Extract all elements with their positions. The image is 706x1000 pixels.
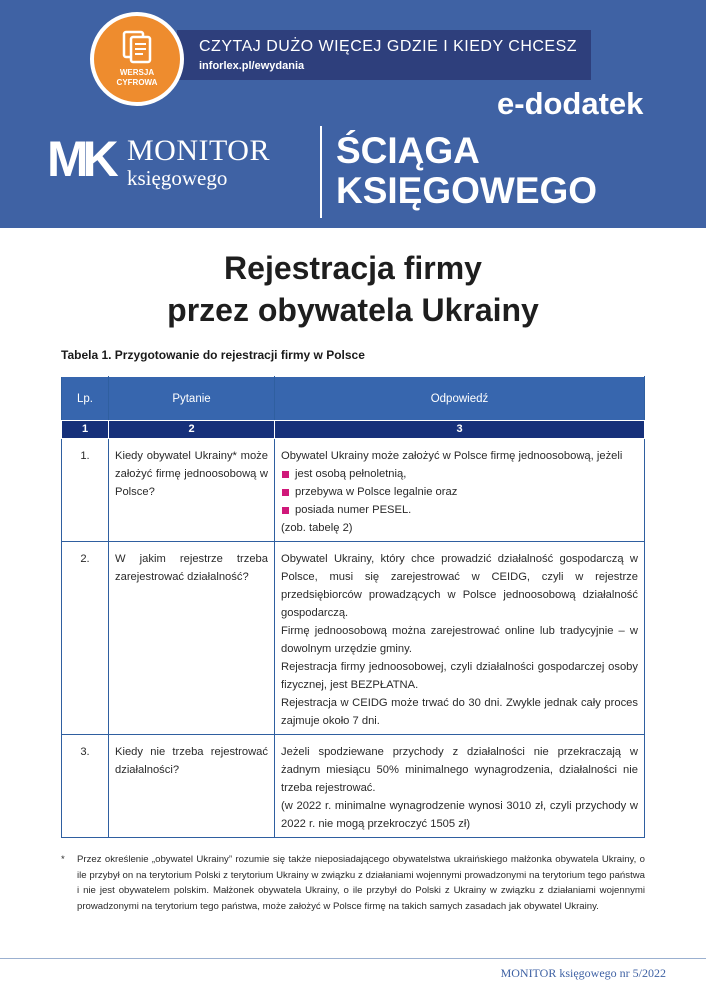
row-question: Kiedy obywatel Ukrainy* może założyć firmę jednoosobową w Polsce? bbox=[109, 439, 275, 542]
column-number-row bbox=[62, 421, 645, 439]
header-question: Pytanie bbox=[109, 377, 275, 421]
badge-label-line1: WERSJA bbox=[119, 68, 155, 77]
document-icon bbox=[122, 30, 152, 64]
publication-title-line2: KSIĘGOWEGO bbox=[336, 170, 598, 211]
monitor-ksiegowego-logo bbox=[47, 131, 297, 195]
logo-monitor-text: MONITOR bbox=[127, 134, 270, 167]
answer-paragraph: Obywatel Ukrainy, który chce prowadzić działalność gospodarczą w Polsce, musi się zarejestrować w CEIDG, czyli w rejestrze przedsiębiorców prowadzących w Polsce jednoosobową działalność gospodarczą. bbox=[281, 553, 638, 619]
column-number: 1 bbox=[62, 421, 109, 439]
promo-url-link[interactable]: inforlex.pl/ewydania bbox=[199, 60, 305, 72]
table-caption: Tabela 1. Przygotowanie do rejestracji firmy w Polsce bbox=[61, 348, 365, 362]
badge-label-line2: CYFROWA bbox=[116, 78, 158, 87]
header-banner bbox=[0, 0, 706, 228]
answer-note: (zob. tabelę 2) bbox=[281, 522, 353, 534]
row-number: 3. bbox=[62, 735, 109, 838]
banner-divider bbox=[320, 126, 322, 218]
promo-title: CZYTAJ DUŻO WIĘCEJ GDZIE I KIEDY CHCESZ bbox=[199, 38, 578, 55]
footer-issue-label: MONITOR księgowego nr 5/2022 bbox=[500, 966, 666, 980]
digital-version-badge bbox=[90, 12, 184, 106]
column-number: 2 bbox=[109, 421, 275, 439]
promo-bar[interactable] bbox=[177, 30, 591, 80]
badge-label bbox=[94, 68, 180, 88]
footer-divider bbox=[0, 958, 706, 959]
answer-paragraph: Rejestracja w CEIDG może trwać do 30 dni. Zwykle jednak cały proces zajmuje około 7 dni. bbox=[281, 697, 638, 727]
list-item: jest osobą pełnoletnią, bbox=[281, 465, 638, 483]
table-header-row bbox=[62, 377, 645, 421]
logo-ksiegowego-text: księgowego bbox=[127, 166, 228, 190]
table-row bbox=[62, 439, 645, 542]
header-answer: Odpowiedź bbox=[275, 377, 645, 421]
requirements-list bbox=[281, 465, 638, 519]
answer-intro: Obywatel Ukrainy może założyć w Polsce firmę jednoosobową, jeżeli bbox=[281, 450, 623, 462]
answer-paragraph: (w 2022 r. minimalne wynagrodzenie wynosi 3010 zł, czyli przychody w 2022 r. nie mogą przekroczyć 1505 zł) bbox=[281, 800, 638, 830]
row-question: W jakim rejestrze trzeba zarejestrować działalność? bbox=[109, 542, 275, 735]
header-lp: Lp. bbox=[62, 377, 109, 421]
answer-paragraph: Jeżeli spodziewane przychody z działalności nie przekraczają w żadnym miesiącu 50% minimalnego wynagrodzenia, działalności nie trzeba rejestrować. bbox=[281, 746, 638, 794]
page-title bbox=[0, 247, 706, 331]
row-answer bbox=[275, 439, 645, 542]
page-title-line1: Rejestracja firmy bbox=[224, 250, 482, 286]
logo-mk-mark: MK bbox=[47, 131, 113, 187]
column-number: 3 bbox=[275, 421, 645, 439]
row-answer bbox=[275, 735, 645, 838]
answer-paragraph: Firmę jednoosobową można zarejestrować online lub tradycyjnie – w dowolnym urzędzie gminy. bbox=[281, 625, 638, 655]
table-row bbox=[62, 542, 645, 735]
footnote-text: Przez określenie „obywatel Ukrainy” rozumie się także nieposiadającego obywatelstwa ukraińskiego małżonka obywatela Ukrainy, o ile przybył on na terytorium Polski z terytorium Ukrainy w związku z działaniami wojennymi prowadzonymi na terytorium tego państwa i nie jest obywatelem polskim. Małżonek obywatela Ukrainy, o ile przybył do Polski z Ukrainy w związku z działaniami wojennymi prowadzonymi na terytorium tego państwa, może założyć w Polsce firmę na takich samych zasadach jak obywatel Ukrainy. bbox=[77, 854, 645, 912]
list-item: przebywa w Polsce legalnie oraz bbox=[281, 483, 638, 501]
table-row bbox=[62, 735, 645, 838]
page-title-line2: przez obywatela Ukrainy bbox=[167, 292, 539, 328]
row-answer bbox=[275, 542, 645, 735]
row-question: Kiedy nie trzeba rejestrować działalności? bbox=[109, 735, 275, 838]
registration-table bbox=[61, 376, 645, 838]
footnote-mark: * bbox=[61, 854, 65, 865]
publication-title-line1: ŚCIĄGA bbox=[336, 130, 480, 171]
row-number: 2. bbox=[62, 542, 109, 735]
edodatek-label: e-dodatek bbox=[497, 86, 644, 121]
row-number: 1. bbox=[62, 439, 109, 542]
publication-title bbox=[336, 131, 597, 211]
footnote bbox=[61, 852, 645, 914]
answer-paragraph: Rejestracja firmy jednoosobowej, czyli działalności gospodarczej osoby fizycznej, jest BEZPŁATNA. bbox=[281, 661, 638, 691]
list-item: posiada numer PESEL. bbox=[281, 501, 638, 519]
